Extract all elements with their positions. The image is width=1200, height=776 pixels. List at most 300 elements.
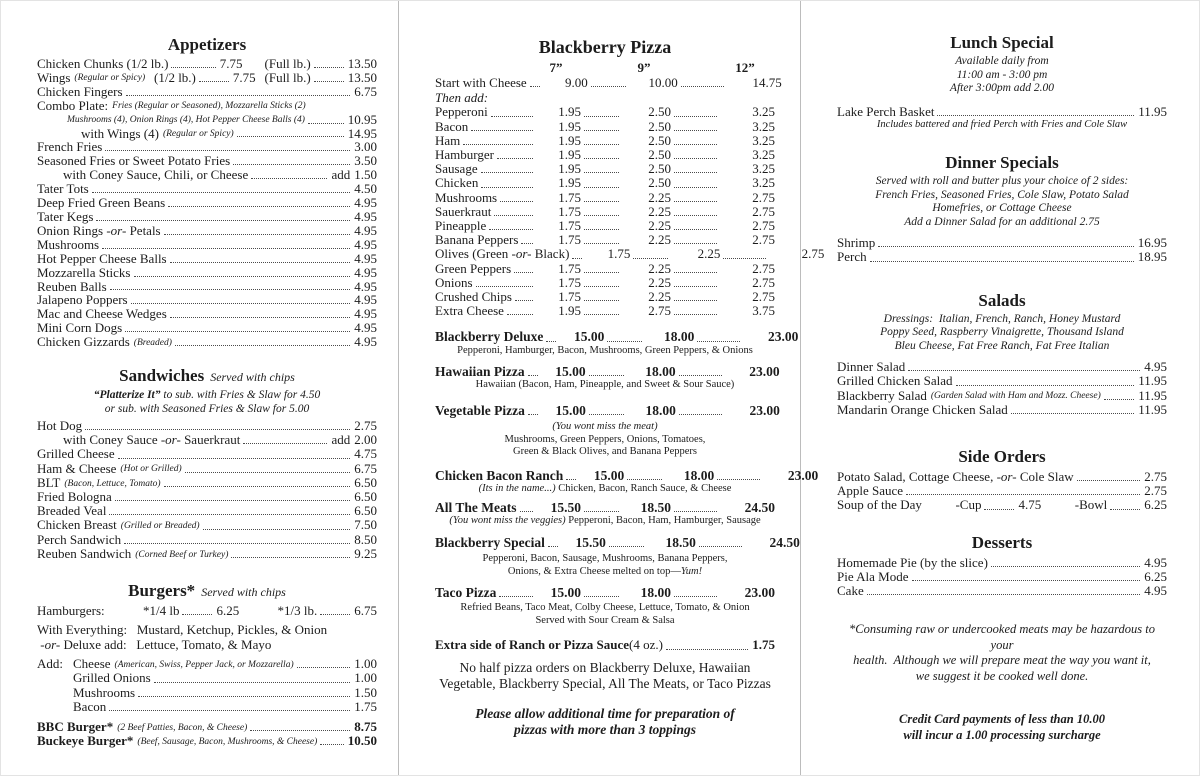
description-line: [435, 345, 775, 358]
subtitle-line: [837, 189, 1167, 203]
dotted-leader: [584, 300, 619, 301]
price: 1.75: [558, 189, 581, 205]
price: 2.25: [648, 274, 671, 290]
item-name: Pie Ala Mode: [837, 568, 909, 584]
price: 3.50: [354, 153, 377, 169]
price: 2.50: [648, 147, 671, 163]
subtitle-line: [837, 202, 1167, 216]
dotted-leader: [906, 494, 1140, 495]
price: 13.50: [347, 56, 377, 71]
dotted-leader: [584, 286, 619, 287]
section-subtitle: [837, 313, 1167, 354]
section-title-text: Appetizers: [167, 35, 247, 54]
price: 3.25: [752, 118, 775, 134]
section-subtitle: [837, 55, 1167, 96]
text-segment: we suggest it be cooked well done.: [915, 668, 1089, 683]
item-name: Vegetable Pizza: [435, 402, 525, 418]
text-segment: Add a Dinner Salad for an additional 2.75: [904, 215, 1100, 228]
price: 24.50: [769, 534, 800, 550]
price: 1.95: [558, 118, 581, 134]
dotted-leader: [584, 596, 619, 597]
section-side-orders: [837, 447, 1167, 513]
menu-item-row: [37, 433, 377, 447]
section-title-text: Side Orders: [958, 446, 1046, 466]
menu-item-row: [837, 236, 1167, 250]
description-line: [435, 553, 775, 566]
text-segment: “Platterize It”: [93, 389, 161, 402]
dotted-leader: [170, 317, 350, 318]
menu-item-row: [37, 113, 377, 127]
item-name: Chicken Fingers: [37, 83, 123, 99]
dotted-leader: [674, 229, 717, 230]
section-pizza: [435, 37, 825, 739]
dotted-leader: [548, 546, 558, 547]
dotted-leader: [674, 116, 717, 117]
text-line: [37, 637, 377, 652]
dotted-leader: [666, 649, 748, 650]
price: 23.00: [749, 364, 780, 380]
price: 2.25: [648, 203, 671, 219]
section-title-suffix: Served with chips: [210, 370, 295, 385]
price: 4.95: [354, 236, 377, 252]
price: 11.95: [1138, 103, 1167, 119]
item-name: Blackberry Deluxe: [435, 329, 544, 345]
dotted-leader: [674, 511, 717, 512]
item-name: Cheese: [73, 656, 111, 672]
pizza-price-row: [435, 233, 775, 247]
price: 1.75: [558, 274, 581, 290]
text-line: [837, 653, 1167, 669]
price: 11.95: [1138, 373, 1167, 389]
text-segment: Then add:: [435, 90, 489, 106]
price: 15.00: [593, 467, 625, 483]
pizza-price-row: [435, 191, 775, 205]
price: 1.95: [558, 175, 581, 191]
item-name: Onions: [435, 274, 473, 290]
price: 4.95: [354, 208, 377, 224]
dotted-leader: [674, 144, 717, 145]
section-title: [837, 447, 1167, 467]
item-note: (American, Swiss, Pepper Jack, or Mozzarella): [114, 659, 294, 670]
price: 2.25: [648, 232, 671, 248]
dotted-leader: [500, 201, 533, 202]
dotted-leader: [528, 375, 538, 376]
price: 6.50: [354, 474, 377, 490]
price: 6.50: [354, 489, 377, 505]
pizza-price-row: [435, 120, 775, 134]
dotted-leader: [171, 67, 215, 68]
dotted-leader: [105, 150, 350, 151]
menu-item-row: [37, 321, 377, 335]
subtitle-line: [837, 175, 1167, 189]
text-segment: No half pizza orders on Blackberry Deluxe, Hawaiian: [459, 659, 751, 675]
price: 18.00: [645, 402, 676, 418]
size-header: 7”: [549, 60, 563, 75]
price: 1.75: [607, 246, 631, 262]
blank: [438, 71, 532, 72]
subtitle-line: [837, 216, 1167, 230]
price: 2.75: [752, 232, 775, 248]
item-name: Fried Bologna: [37, 489, 112, 505]
subtitle-line: [37, 403, 377, 417]
item-name: Hawaiian Pizza: [435, 364, 525, 380]
price: 1.95: [558, 132, 581, 148]
dotted-leader: [674, 215, 717, 216]
description-line: [435, 483, 775, 496]
dotted-leader: [237, 136, 344, 137]
dotted-leader: [584, 172, 619, 173]
dotted-leader: [251, 178, 327, 179]
item-name: Perch: [837, 249, 867, 265]
price: 6.25: [1144, 497, 1168, 513]
price: 2.75: [354, 418, 377, 434]
subtitle-line: [837, 313, 1167, 327]
pizza-price-row: [435, 162, 775, 176]
dotted-leader: [717, 479, 760, 480]
price: 18.00: [640, 585, 671, 601]
dotted-leader: [584, 272, 619, 273]
pizza-size-header: [435, 61, 775, 75]
dotted-leader: [633, 258, 668, 259]
price: 7.75: [232, 69, 256, 85]
price: 2.25: [697, 246, 721, 262]
menu-item-row: [37, 734, 377, 748]
item-name: Sausage: [435, 161, 478, 177]
item-name: Breaded Veal: [37, 503, 107, 519]
dotted-leader: [699, 546, 742, 547]
menu-item-row: [37, 57, 377, 71]
dotted-leader: [584, 511, 619, 512]
dotted-leader: [489, 229, 533, 230]
dotted-leader: [627, 479, 662, 480]
price: 6.25: [216, 603, 240, 619]
item-name: Tater Kegs: [37, 208, 94, 224]
menu-item-row: [37, 657, 377, 671]
section-title-text: Lunch Special: [950, 33, 1054, 52]
menu-item-row: [37, 447, 377, 461]
text-segment: After 3:00pm add 2.00: [949, 82, 1055, 94]
menu-item-row: [37, 547, 377, 561]
dotted-leader: [115, 500, 351, 501]
price: 2.50: [648, 118, 671, 134]
dotted-leader: [182, 614, 212, 615]
price: 4.75: [354, 446, 377, 462]
price: 4.95: [354, 306, 377, 322]
item-name: Bacon: [73, 698, 107, 714]
dotted-leader: [584, 116, 619, 117]
item-note: (2 Beef Patties, Bacon, & Cheese): [117, 722, 248, 733]
menu-item-row: [837, 389, 1167, 403]
dotted-leader: [491, 116, 533, 117]
dotted-leader: [320, 744, 343, 745]
dotted-leader: [471, 130, 533, 131]
item-name: Hot Dog: [37, 418, 83, 434]
item-name: Apple Sauce: [837, 483, 904, 499]
menu-item-row: [37, 99, 377, 113]
text-segment: Green & Black Olives, and Banana Peppers: [513, 446, 697, 458]
price: 15.00: [550, 585, 581, 601]
dotted-leader: [674, 596, 717, 597]
item-name: Sauerkraut: [435, 203, 492, 219]
price: 13.50: [347, 69, 377, 85]
item-name: Taco Pizza: [435, 585, 497, 601]
item-name: Wings: [37, 69, 71, 85]
item-name: Extra side of Ranch or Pizza Sauce: [435, 637, 630, 653]
item-name: Olives (Green -or- Black): [435, 246, 570, 262]
price: 4.95: [354, 292, 377, 308]
dotted-leader: [131, 303, 351, 304]
text-line: [837, 728, 1167, 744]
text-segment: Bleu Cheese, Fat Free Ranch, Fat Free Italian: [894, 339, 1110, 352]
price: 18.00: [645, 364, 676, 380]
dotted-leader: [1011, 413, 1134, 414]
subtitle-line: [37, 389, 377, 403]
text-line: [435, 706, 775, 723]
dotted-leader: [1104, 399, 1134, 400]
dotted-leader: [584, 229, 619, 230]
price: 1.95: [558, 104, 581, 120]
price: 3.75: [752, 303, 775, 319]
menu-column-right: [837, 1, 1167, 743]
price: 18.95: [1137, 249, 1167, 265]
dotted-leader: [530, 86, 540, 87]
item-name: Buckeye Burger*: [37, 733, 134, 749]
price: 8.75: [354, 719, 377, 735]
price: 1.95: [558, 147, 581, 163]
text-line: [837, 669, 1167, 685]
menu-item-row: [37, 700, 377, 714]
size-header: 9”: [637, 60, 651, 75]
price: 24.50: [744, 500, 775, 516]
price: 1.95: [558, 303, 581, 319]
dotted-leader: [314, 67, 344, 68]
size-header: 12”: [735, 60, 755, 75]
price: 1.75: [354, 698, 377, 714]
pizza-price-row: [435, 75, 782, 91]
menu-item-row: [435, 638, 775, 652]
menu-column-middle: [435, 1, 825, 739]
dotted-leader: [912, 580, 1141, 581]
section-appetizers: [37, 35, 377, 349]
item-name: Bacon: [435, 118, 469, 134]
price: 1.75: [558, 203, 581, 219]
menu-item-row: [837, 484, 1167, 498]
price: 2.75: [1144, 483, 1167, 499]
item-name: Homemade Pie (by the slice): [837, 554, 988, 570]
price: 15.00: [573, 329, 605, 345]
section-title-text: Sandwiches: [119, 366, 205, 386]
menu-item-row: [37, 604, 377, 618]
section-burgers: [37, 581, 377, 748]
menu-item-row: [37, 210, 377, 224]
menu-item-row: [37, 504, 377, 518]
item-name: Extra Cheese: [435, 303, 504, 319]
price: 1.50: [354, 684, 377, 700]
menu-item-row: [37, 238, 377, 252]
dotted-leader: [199, 81, 229, 82]
text-segment: (You wont miss the meat): [552, 421, 658, 433]
text-segment: (You wont miss the veggies): [449, 515, 566, 527]
dotted-leader: [546, 341, 556, 342]
menu-item-row: [37, 686, 377, 700]
price: 1.75: [558, 232, 581, 248]
price: 16.95: [1137, 235, 1167, 251]
text-segment: Pepperoni, Hamburger, Bacon, Mushrooms, Green Peppers, & Onions: [457, 344, 753, 356]
menu-item-row: [37, 168, 377, 182]
subtitle-line: [837, 340, 1167, 354]
price: 2.75: [752, 218, 775, 234]
item-name: Ham & Cheese: [37, 460, 117, 476]
pizza-price-row: [435, 467, 819, 483]
section-title-text: Blackberry Pizza: [538, 37, 672, 57]
item-name: Grilled Chicken Salad: [837, 373, 953, 389]
dotted-leader: [481, 172, 533, 173]
dotted-leader: [584, 158, 619, 159]
text-line: [435, 660, 775, 677]
section-title: [37, 366, 377, 387]
description-line: [435, 602, 775, 615]
price: 2.50: [648, 161, 671, 177]
price: 2.75: [752, 274, 775, 290]
menu-item-row: [37, 182, 377, 196]
item-name: Dinner Salad: [837, 359, 906, 375]
price: 6.75: [354, 460, 377, 476]
section-title: [837, 33, 1167, 53]
blank: [674, 71, 716, 72]
dotted-leader: [170, 262, 351, 263]
price: 4.95: [354, 222, 377, 238]
item-note: (Grilled or Breaded): [120, 521, 200, 532]
price: 14.75: [752, 75, 782, 91]
price: 2.75: [752, 203, 775, 219]
dotted-leader: [314, 81, 344, 82]
item-name: Pineapple: [435, 218, 487, 234]
subtitle-line: [837, 69, 1167, 83]
text-line: [435, 90, 775, 105]
price: 18.50: [640, 500, 671, 516]
dotted-leader: [85, 429, 350, 430]
section-salads: [837, 291, 1167, 417]
item-name: with Coney Sauce -or- Sauerkraut: [63, 432, 241, 448]
dotted-leader: [584, 314, 619, 315]
dotted-leader: [124, 543, 350, 544]
section-desserts: [837, 533, 1167, 599]
menu-item-row: [37, 154, 377, 168]
price-label: -Bowl: [1074, 497, 1108, 513]
item-name: Crushed Chips: [435, 289, 512, 305]
section-footnote: [837, 622, 1167, 684]
menu-item-row: [837, 556, 1167, 570]
section-title-text: Salads: [978, 290, 1026, 310]
pizza-price-row: [435, 246, 825, 262]
price: 4.95: [354, 278, 377, 294]
dotted-leader: [584, 144, 619, 145]
text-segment: With Everything: Mustard, Ketchup, Pickles, & Onion: [37, 622, 328, 638]
dotted-leader: [867, 594, 1141, 595]
text-segment: Mushrooms, Green Peppers, Onions, Tomatoes,: [504, 433, 706, 445]
item-name: Mozzarella Sticks: [37, 264, 131, 280]
menu-item-row: [37, 140, 377, 154]
text-segment: Yum!: [680, 565, 703, 577]
pizza-price-row: [435, 402, 780, 418]
dotted-leader: [1077, 480, 1141, 481]
price: 6.75: [354, 603, 378, 619]
item-note: (Corned Beef or Turkey): [135, 549, 229, 560]
price: 1.00: [354, 656, 377, 672]
subtitle-line: [837, 55, 1167, 69]
price: 2.75: [801, 246, 825, 262]
dotted-leader: [494, 215, 533, 216]
section-title: [837, 533, 1167, 553]
pizza-price-row: [435, 586, 775, 600]
section-sandwiches: [37, 366, 377, 561]
item-name: Jalapeno Poppers: [37, 292, 128, 308]
dotted-leader: [1110, 509, 1140, 510]
price: 23.00: [749, 402, 780, 418]
text-segment: Served with Sour Cream & Salsa: [535, 614, 675, 626]
price: 2.50: [648, 132, 671, 148]
price: 4.95: [1144, 582, 1167, 598]
menu-item-row: [837, 360, 1167, 374]
price: 4.95: [1144, 359, 1167, 375]
dotted-leader: [674, 187, 717, 188]
menu-item-row: [37, 462, 377, 476]
dotted-leader: [609, 546, 644, 547]
text-segment: Onions, & Extra Cheese melted on top—: [507, 565, 681, 577]
price: 1.95: [558, 161, 581, 177]
text-segment: Served with roll and butter plus your choice of 2 sides:: [875, 175, 1129, 188]
dotted-leader: [320, 614, 350, 615]
dotted-leader: [697, 341, 740, 342]
dotted-leader: [168, 206, 350, 207]
dotted-leader: [674, 130, 717, 131]
dotted-leader: [674, 286, 717, 287]
menu-item-row: [37, 490, 377, 504]
price: 9.00: [564, 75, 588, 91]
price: 2.50: [648, 104, 671, 120]
description-line: [435, 421, 775, 434]
dotted-leader: [870, 261, 1134, 262]
dotted-leader: [589, 375, 624, 376]
item-name: Soup of the Day: [837, 497, 922, 513]
price: 7.50: [354, 517, 377, 533]
dotted-leader: [308, 123, 344, 124]
price: 3.25: [752, 104, 775, 120]
item-name: Onion Rings -or- Petals: [37, 222, 161, 238]
menu-item-row: [837, 584, 1167, 598]
dotted-leader: [723, 258, 766, 259]
dotted-leader: [92, 192, 351, 193]
row-lead-label: Add:: [37, 656, 63, 672]
section-title: [837, 291, 1167, 311]
pizza-price-row: [435, 219, 775, 233]
price: 2.25: [648, 218, 671, 234]
dotted-leader: [481, 187, 533, 188]
item-note: (Hot or Grilled): [120, 464, 182, 475]
menu-item-row: [37, 419, 377, 433]
menu-item-row: [37, 307, 377, 321]
section-title-text: Dinner Specials: [945, 153, 1059, 173]
pizza-price-row: [435, 276, 775, 290]
item-name: Combo Plate:: [37, 97, 109, 113]
price: 2.50: [648, 175, 671, 191]
item-name: Chicken Chunks (1/2 lb.): [37, 56, 169, 71]
dotted-leader: [584, 215, 619, 216]
dotted-leader: [507, 314, 533, 315]
price: 3.25: [752, 147, 775, 163]
pizza-price-row: [435, 501, 775, 515]
section-title: [435, 37, 775, 57]
